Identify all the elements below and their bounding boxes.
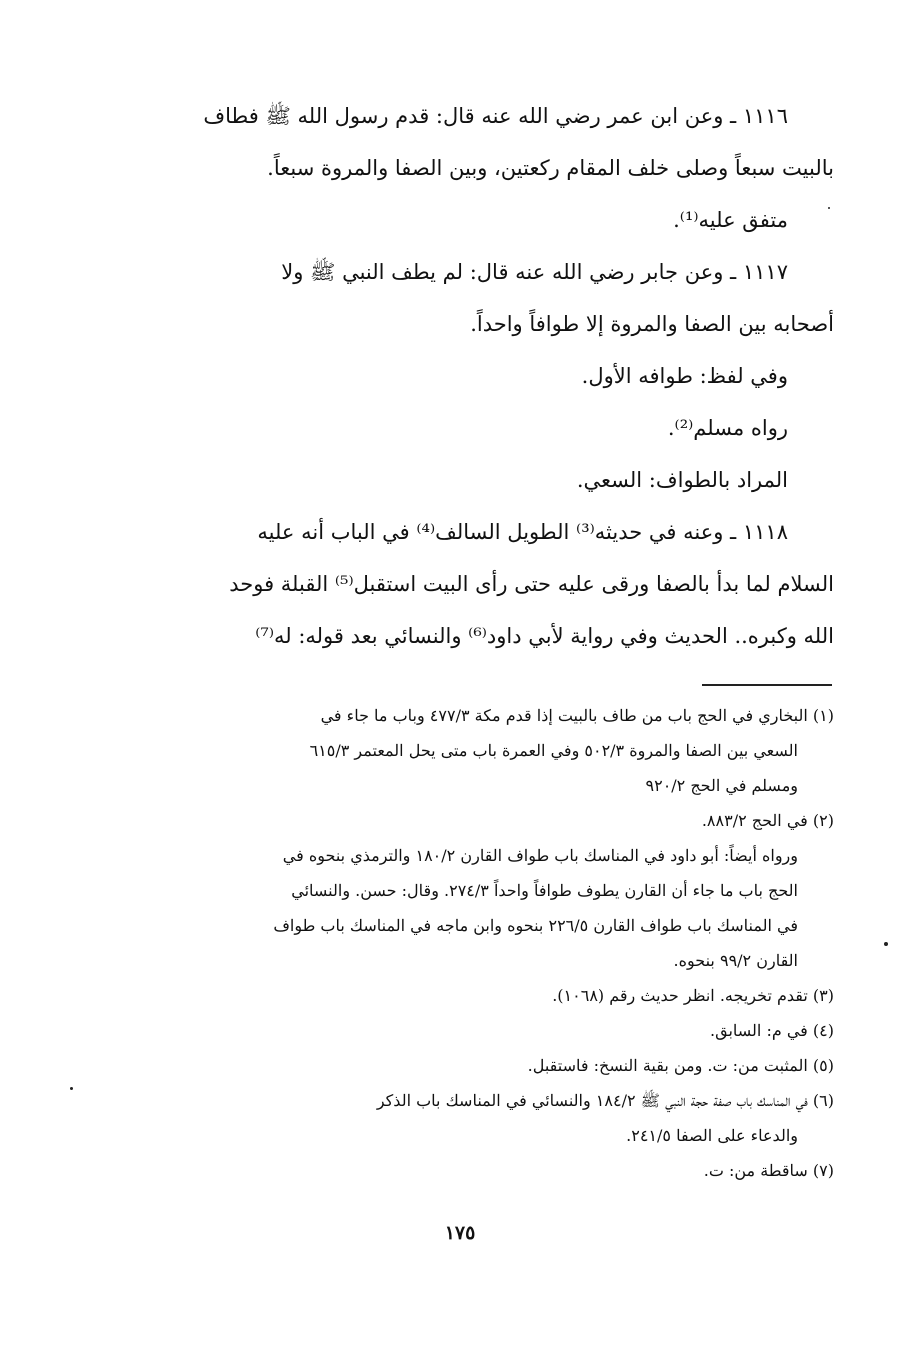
- footnote-1-line-3: ومسلم في الحج ٩٢٠/٢: [645, 776, 798, 795]
- footnote-3: (٣) تقدم تخريجه. انظر حديث رقم (١٠٦٨).: [552, 986, 834, 1005]
- page-number: ١٧٥: [444, 1222, 476, 1244]
- hadith-1117-source: رواه مسلم⁽²⁾.: [667, 416, 788, 440]
- scan-speck: [70, 1087, 73, 1090]
- scan-speck: [884, 942, 888, 946]
- footnote-6-line-2: والدعاء على الصفا ٢٤١/٥.: [626, 1126, 798, 1145]
- hadith-1117-line-1: ١١١٧ ـ وعن جابر رضي الله عنه قال: لم يطف النبي ﷺ ولا: [281, 260, 788, 284]
- hadith-1117-variant: وفي لفظ: طوافه الأول.: [581, 364, 788, 388]
- footnote-6-line-1: (٦) في المناسك باب صفة حجة النبي ﷺ ١٨٤/٢ والنسائي في المناسك باب الذكر: [376, 1091, 834, 1110]
- footnotes: [130, 698, 834, 1188]
- footnote-1-line-2: السعي بين الصفا والمروة ٥٠٢/٣ وفي العمرة باب متى يحل المعتمر ٦١٥/٣: [309, 741, 798, 760]
- footnote-2-line-3: الحج باب ما جاء أن القارن يطوف طوافاً واحداً ٢٧٤/٣. وقال: حسن. والنسائي: [291, 881, 798, 900]
- hadith-1118-line-1: ١١١٨ ـ وعنه في حديثه⁽³⁾ الطويل السالف⁽⁴⁾ في الباب أنه عليه: [257, 520, 788, 544]
- hadith-1116-line-1: ١١١٦ ـ وعن ابن عمر رضي الله عنه قال: قدم رسول الله ﷺ فطاف: [203, 104, 788, 128]
- hadith-1116-source: متفق عليه⁽¹⁾.: [673, 208, 788, 232]
- hadith-1117-line-2: أصحابه بين الصفا والمروة إلا طوافاً واحداً.: [470, 312, 834, 336]
- footnote-separator: [702, 684, 832, 686]
- footnote-4: (٤) في م: السابق.: [710, 1021, 834, 1040]
- footnote-2-line-2: ورواه أيضاً: أبو داود في المناسك باب طواف القارن ١٨٠/٢ والترمذي بنحوه في: [282, 846, 798, 865]
- footnote-2-line-1: (٢) في الحج ٨٨٣/٢.: [701, 811, 834, 830]
- hadith-1118-line-3: الله وكبره.. الحديث وفي رواية لأبي داود⁽⁶⁾ والنسائي بعد قوله: له⁽⁷⁾: [255, 624, 834, 648]
- scan-speck: [828, 207, 830, 209]
- footnote-7: (٧) ساقطة من: ت.: [703, 1161, 834, 1180]
- hadith-1116-line-2: بالبيت سبعاً وصلى خلف المقام ركعتين، وبين الصفا والمروة سبعاً.: [267, 156, 834, 180]
- footnote-1-line-1: (١) البخاري في الحج باب من طاف بالبيت إذا قدم مكة ٤٧٧/٣ وباب ما جاء في: [320, 706, 834, 725]
- main-text: [130, 90, 834, 662]
- footnote-2-line-5: القارن ٩٩/٢ بنحوه.: [673, 951, 798, 970]
- footnote-5: (٥) المثبت من: ت. ومن بقية النسخ: فاستقبل.: [527, 1056, 834, 1075]
- hadith-1118-line-2: السلام لما بدأ بالصفا ورقى عليه حتى رأى البيت استقبل⁽⁵⁾ القبلة فوحد: [229, 572, 834, 596]
- hadith-1117-explanation: المراد بالطواف: السعي.: [576, 468, 788, 492]
- footnote-2-line-4: في المناسك باب طواف القارن ٢٢٦/٥ بنحوه وابن ماجه في المناسك باب طواف: [273, 916, 798, 935]
